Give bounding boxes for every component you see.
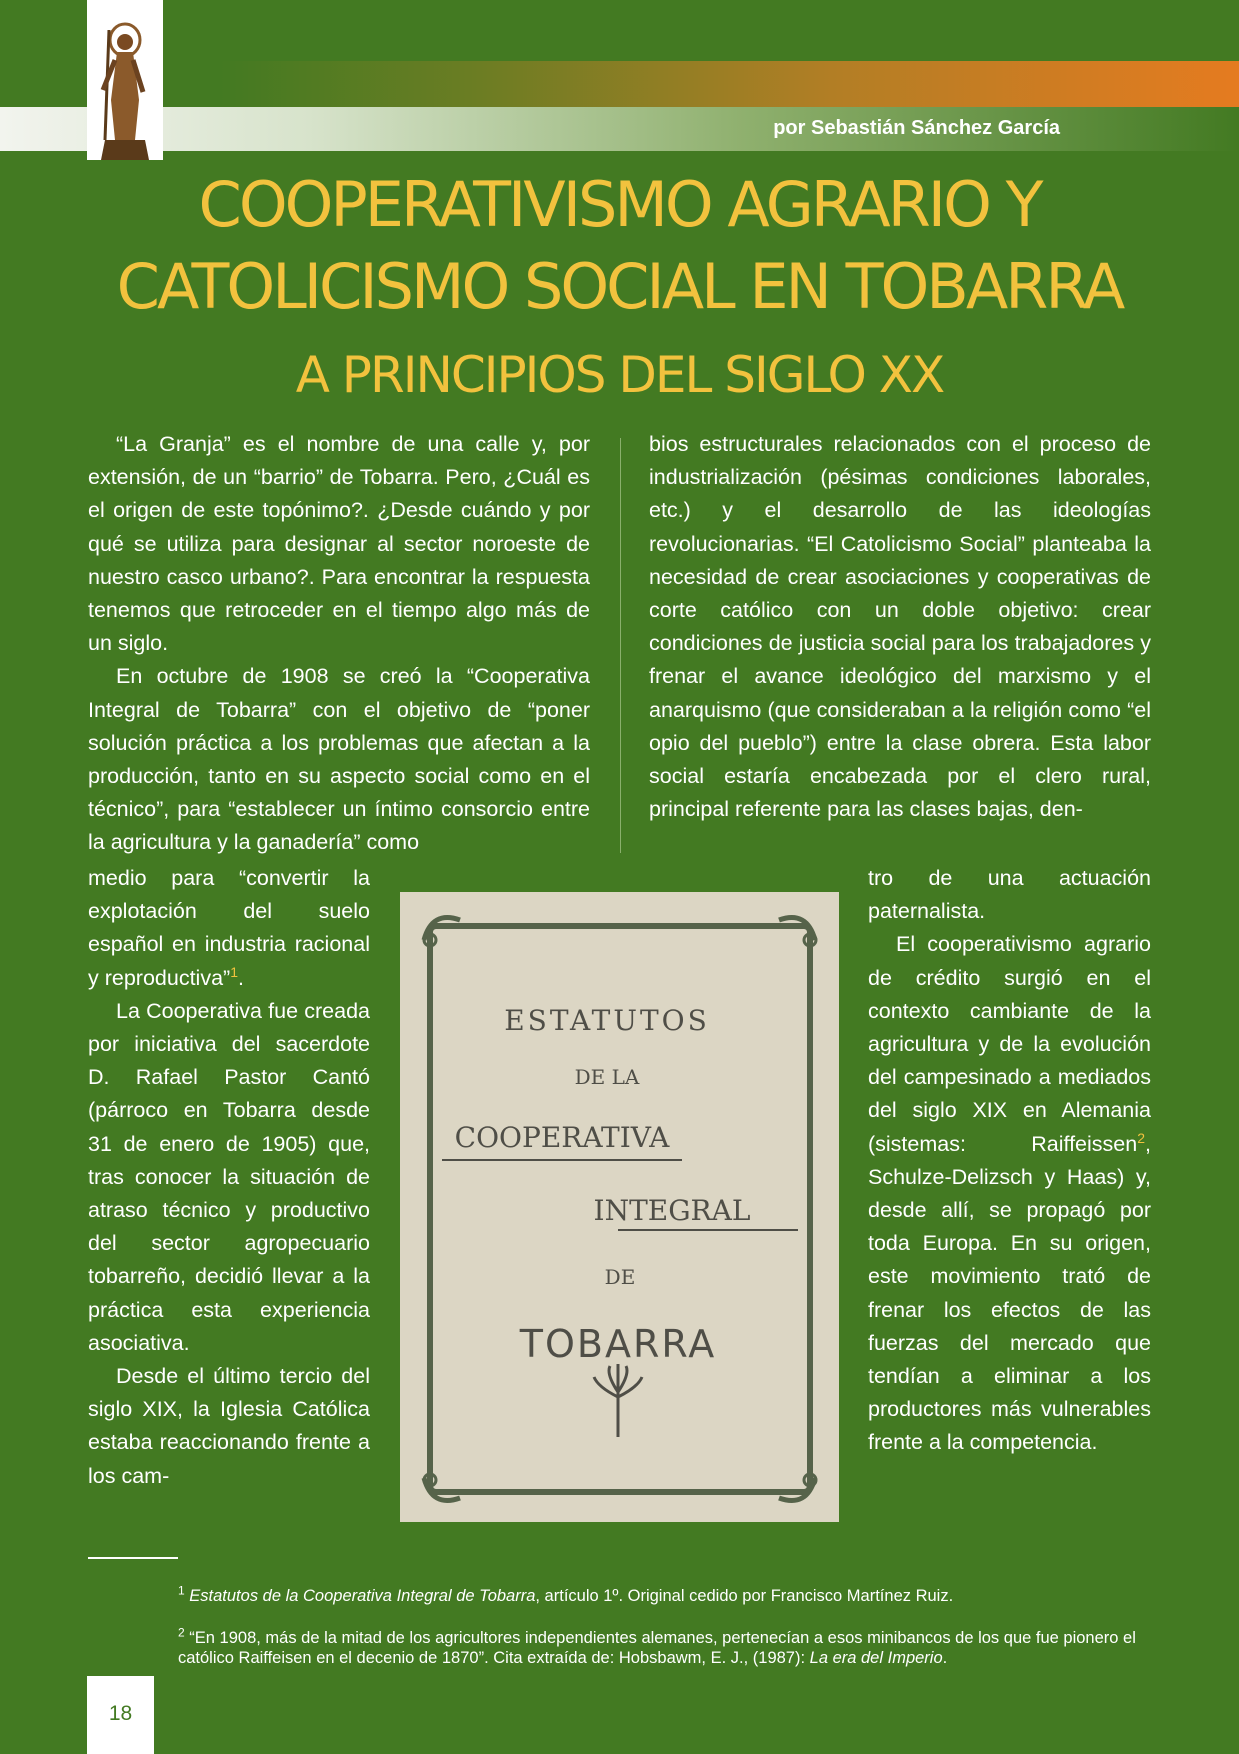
right-column-bottom [868,862,1151,1460]
article-title-line2: CATOLICISMO SOCIAL EN TOBARRA [116,250,1123,323]
paragraph: La Cooperativa fue creada por iniciativa del sacerdote D. Rafael Pastor Cantó (párroco en Tobarra desde 31 de enero de 1905) que, tras conocer la situación de atraso técnico y productivo del sector agropecuario tobarreño, decidió llevar a la práctica esta experiencia asociativa. [88,998,370,1355]
paragraph: medio para “convertir la explotación del suelo español en industria racional y reproductiva”$^1$. [88,866,370,990]
paragraph: En octubre de 1908 se creó la “Cooperativa Integral de Tobarra” con el objetivo de “poner solución práctica a los problemas que afectan a la producción, tanto en su aspecto social como en el técnico”, para “establecer un íntimo consorcio entre la agricultura y la ganadería” como [88,664,590,855]
column-divider [620,438,621,853]
paragraph: El cooperativismo agrario de crédito surgió en el contexto cambiante de la agricultura y de la evolución del campesinado a mediados del siglo XIX en Alemania (sistemas: Raiffeissen$^2$, Schulze-Delizsch y Haas) y, desde allí, se propagó por toda Europa. En su origen, este movimiento trató de frenar los efectos de las fuerzas del mercado que tendían a eliminar a los productores más vulnerables frente a la competencia. [868,932,1151,1455]
ornament-icon [594,1364,642,1437]
statue-image [87,0,163,160]
paragraph: Desde el último tercio del siglo XIX, la Iglesia Católica estaba reaccionando frente a los cam- [88,1364,370,1488]
paragraph: tro de una actuación paternalista. [868,866,1151,924]
book-cover-image [400,892,839,1522]
left-column-bottom [88,862,370,1493]
cover-title-dela: DE LA [574,1065,640,1089]
footnote-2: $^2$ “En 1908, más de la mitad de los agricultores independientes alemanes, pertenecían a esos minibancos de los que fue pionero el católico Raiffeisen en el decenio de 1870”. Cita extraída de: Hobsbawm, E. J., (1987): La era del Imperio. [178,1625,1136,1667]
cover-title-de: DE [604,1265,636,1289]
paragraph: bios estructurales relacionados con el proceso de industrialización (pésimas condiciones laborales, etc.) y el desarrollo de las ideologías revolucionarias. “El Catolicismo Social” planteaba la necesidad de crear asociaciones y cooperativas de corte católico con un doble objetivo: crear condiciones de justicia social para los trabajadores y frenar el avance ideológico del marxismo y el anarquismo (que consideraban a la religión como “el opio del pueblo”) entre la clase obrera. Esta labor social estaría encabezada por el clero rural, principal referente para las clases bajas, den- [649,432,1151,822]
footnote-ref: 2 [1137,1129,1146,1146]
left-column-top [88,428,590,860]
page-number: 18 [87,1676,154,1754]
footnote-ref: 1 [230,963,238,980]
header-band-gradient [220,61,1239,107]
cover-title-tobarra: TOBARRA [519,1322,717,1366]
saint-statue-icon [87,0,163,160]
cover-title-estatutos: ESTATUTOS [504,1004,710,1037]
article-subtitle: A PRINCIPIOS DEL SIGLO XX [295,346,944,404]
cover-title-cooperativa: COOPERATIVA [454,1121,670,1154]
cover-title-integral: INTEGRAL [593,1194,751,1227]
author-byline: por Sebastián Sánchez García [773,117,1060,139]
footnote-1: $^1$ Estatutos de la Cooperativa Integral de Tobarra, artículo 1º. Original cedido por Francisco Martínez Ruiz. [178,1583,954,1605]
right-column-top [649,428,1151,826]
footnote-rule [88,1557,178,1559]
article-title-line1: COOPERATIVISMO AGRARIO Y [198,168,1041,241]
paragraph: “La Granja” es el nombre de una calle y, por extensión, de un “barrio” de Tobarra. Pero, ¿Cuál es el origen de este topónimo?. ¿Desde cuándo y por qué se utiliza para designar al sector noroeste de nuestro casco urbano?. Para encontrar la respuesta tenemos que retroceder en el tiempo algo más de un siglo. [88,432,590,656]
